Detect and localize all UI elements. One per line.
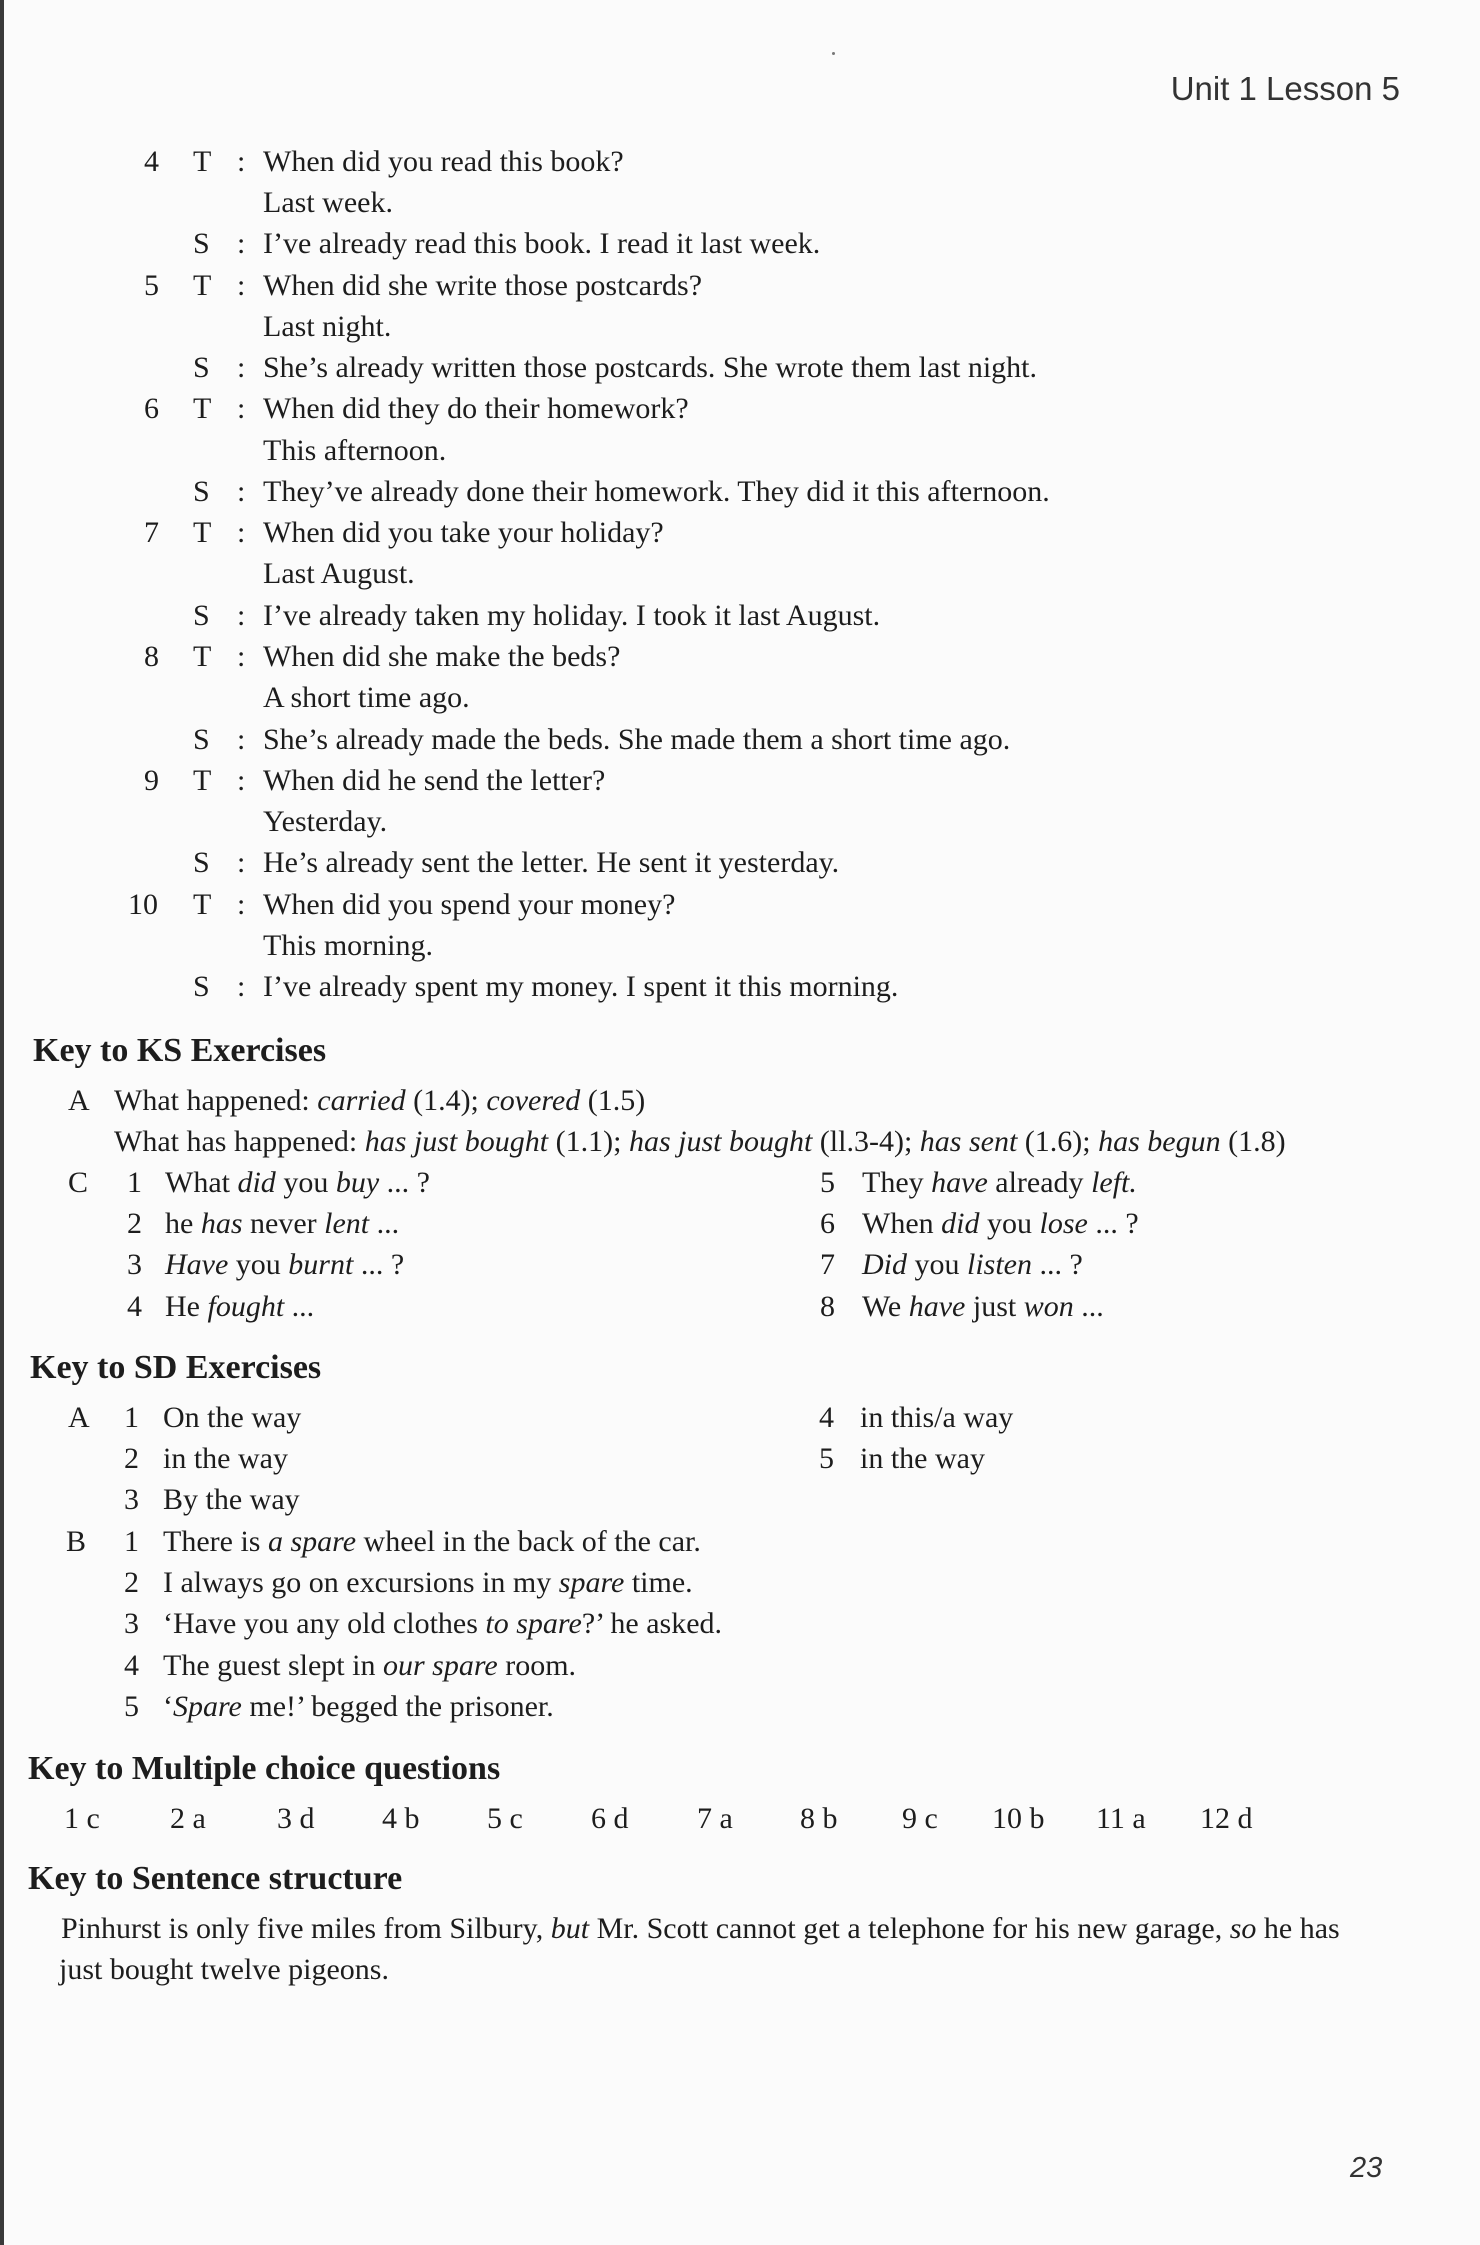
sd-b-num: 4 (124, 1649, 139, 1682)
drill-number: 6 (144, 392, 159, 425)
ks-a-label: A (68, 1084, 90, 1117)
text: ‘Have you any old clothes (163, 1607, 486, 1640)
italic-text: did (941, 1207, 980, 1240)
sd-a-item: On the way (163, 1401, 302, 1434)
cue: Last night. (263, 310, 392, 343)
text: ... (369, 1207, 400, 1240)
text: (1.6); (1017, 1125, 1099, 1158)
scan-speck (832, 52, 835, 55)
drill-number: 9 (144, 764, 159, 797)
text: (1.5) (580, 1084, 646, 1117)
text: What happened: (114, 1084, 318, 1117)
page-edge-shadow (0, 0, 4, 2245)
italic-text: fought (207, 1290, 285, 1323)
italic-text: so (1229, 1912, 1257, 1945)
page-header: Unit 1 Lesson 5 (1170, 70, 1400, 107)
sd-heading: Key to SD Exercises (30, 1349, 322, 1386)
teacher-label: T (193, 269, 212, 302)
student-answer: I’ve already taken my holiday. I took it last August. (263, 599, 881, 632)
colon: : (237, 516, 246, 549)
sd-a-num: 5 (819, 1442, 834, 1475)
mcq-heading: Key to Multiple choice questions (28, 1750, 501, 1787)
colon: : (237, 145, 246, 178)
colon: : (237, 764, 246, 797)
text: The guest slept in (163, 1649, 383, 1682)
ks-c-num: 1 (127, 1166, 142, 1199)
text: Mr. Scott cannot get a telephone for his new garage, (589, 1912, 1230, 1945)
student-answer: She’s already made the beds. She made them a short time ago. (263, 723, 1011, 756)
sd-b-item (163, 1603, 722, 1644)
teacher-question: When did you take your holiday? (263, 516, 664, 549)
italic-text: Have (165, 1248, 229, 1281)
page-number: 23 (1350, 2152, 1383, 2184)
text: ... ? (1087, 1207, 1139, 1240)
ks-c-item (165, 1244, 404, 1285)
italic-text: won (1023, 1290, 1074, 1323)
student-label: S (193, 723, 210, 756)
sd-b-num: 3 (124, 1607, 139, 1640)
colon: : (237, 723, 246, 756)
sd-a-item: in the way (860, 1442, 985, 1475)
text: never (242, 1207, 325, 1240)
italic-text: Spare (173, 1690, 242, 1723)
ks-c-num: 7 (820, 1248, 835, 1281)
text: he (165, 1207, 201, 1240)
italic-text: a spare (267, 1525, 357, 1558)
mcq-answer: 6 d (591, 1802, 629, 1835)
teacher-question: When did you spend your money? (263, 888, 676, 921)
sd-b-item (163, 1521, 701, 1562)
text: you (275, 1166, 336, 1199)
student-label: S (193, 846, 210, 879)
text: He (165, 1290, 208, 1323)
student-answer: She’s already written those postcards. She wrote them last night. (263, 351, 1038, 384)
italic-text: spare (558, 1566, 625, 1599)
sd-b-num: 5 (124, 1690, 139, 1723)
sd-a-num: 1 (124, 1401, 139, 1434)
italic-text: have (908, 1290, 966, 1323)
text: you (228, 1248, 289, 1281)
sd-b-num: 2 (124, 1566, 139, 1599)
text: There is (163, 1525, 268, 1558)
italic-text: lose (1039, 1207, 1088, 1240)
student-label: S (193, 351, 210, 384)
student-answer: He’s already sent the letter. He sent it yesterday. (263, 846, 840, 879)
ks-c-num: 4 (127, 1290, 142, 1323)
text: They (862, 1166, 932, 1199)
text: (1.8) (1220, 1125, 1286, 1158)
mcq-answer: 12 d (1200, 1802, 1253, 1835)
italic-text: did (237, 1166, 276, 1199)
italic-text: but (550, 1912, 590, 1945)
teacher-label: T (193, 392, 212, 425)
sd-a-item: By the way (163, 1483, 300, 1516)
text: Pinhurst is only five miles from Silbury, (61, 1912, 551, 1945)
colon: : (237, 227, 246, 260)
colon: : (237, 970, 246, 1003)
colon: : (237, 269, 246, 302)
colon: : (237, 351, 246, 384)
cue: Yesterday. (263, 805, 388, 838)
ks-c-item (862, 1162, 1137, 1203)
mcq-answer: 11 a (1096, 1802, 1146, 1835)
italic-text: burnt (288, 1248, 354, 1281)
text: you (979, 1207, 1040, 1240)
colon: : (237, 846, 246, 879)
italic-text: buy (335, 1166, 380, 1199)
ks-c-item (862, 1286, 1104, 1327)
structure-line (61, 1908, 1340, 1949)
ks-heading: Key to KS Exercises (33, 1032, 327, 1069)
ks-a-line1 (114, 1080, 645, 1121)
text: me!’ begged the prisoner. (241, 1690, 554, 1723)
text: ... ? (379, 1166, 430, 1199)
teacher-label: T (193, 640, 212, 673)
ks-c-num: 2 (127, 1207, 142, 1240)
sd-b-num: 1 (124, 1525, 139, 1558)
text: What (165, 1166, 238, 1199)
italic-text: Did (862, 1248, 907, 1281)
text: wheel in the back of the car. (356, 1525, 701, 1558)
sd-b-item (163, 1686, 554, 1727)
sd-b-item (163, 1645, 576, 1686)
cue: This afternoon. (263, 434, 447, 467)
text: ... (284, 1290, 315, 1323)
student-label: S (193, 970, 210, 1003)
mcq-answer: 10 b (992, 1802, 1045, 1835)
italic-text: lent (324, 1207, 370, 1240)
cue: Last week. (263, 186, 393, 219)
sd-a-num: 2 (124, 1442, 139, 1475)
sd-a-item: in the way (163, 1442, 288, 1475)
colon: : (237, 888, 246, 921)
ks-c-num: 6 (820, 1207, 835, 1240)
ks-c-item (862, 1244, 1083, 1285)
text: just (965, 1290, 1024, 1323)
ks-c-item (862, 1203, 1139, 1244)
ks-c-item (165, 1286, 314, 1327)
teacher-question: When did they do their homework? (263, 392, 689, 425)
ks-c-label: C (68, 1166, 89, 1199)
sd-a-num: 4 (819, 1401, 834, 1434)
ks-c-item (165, 1162, 430, 1203)
mcq-answer: 8 b (800, 1802, 838, 1835)
text: ‘ (163, 1690, 173, 1723)
structure-heading: Key to Sentence structure (28, 1860, 403, 1897)
drill-number: 7 (144, 516, 159, 549)
student-answer: They’ve already done their homework. They did it this afternoon. (263, 475, 1050, 508)
colon: : (237, 599, 246, 632)
italic-text: our spare (382, 1649, 498, 1682)
teacher-question: When did you read this book? (263, 145, 624, 178)
student-answer: I’ve already read this book. I read it last week. (263, 227, 821, 260)
student-label: S (193, 475, 210, 508)
text: What has happened: (114, 1125, 365, 1158)
text: I always go on excursions in my (163, 1566, 559, 1599)
cue: A short time ago. (263, 681, 470, 714)
text: ... ? (353, 1248, 405, 1281)
italic-text: has just bought (364, 1125, 549, 1158)
mcq-answer: 5 c (487, 1802, 523, 1835)
italic-text: has sent (919, 1125, 1018, 1158)
teacher-label: T (193, 145, 212, 178)
text: time. (624, 1566, 693, 1599)
text: (ll.3-4); (812, 1125, 920, 1158)
text: ... (1073, 1290, 1104, 1323)
text: When (862, 1207, 942, 1240)
italic-text: to spare (485, 1607, 582, 1640)
text: (1.1); (548, 1125, 629, 1158)
mcq-answer: 1 c (64, 1802, 100, 1835)
drill-number: 5 (144, 269, 159, 302)
italic-text: listen (967, 1248, 1032, 1281)
teacher-question: When did she write those postcards? (263, 269, 703, 302)
mcq-answer: 3 d (277, 1802, 315, 1835)
cue: Last August. (263, 557, 415, 590)
ks-a-line2 (114, 1121, 1286, 1162)
text: you (907, 1248, 967, 1281)
teacher-question: When did he send the letter? (263, 764, 606, 797)
ks-c-item (165, 1203, 399, 1244)
drill-number: 4 (144, 145, 159, 178)
sd-b-item (163, 1562, 693, 1603)
ks-c-num: 3 (127, 1248, 142, 1281)
ks-c-num: 5 (820, 1166, 835, 1199)
italic-text: has (200, 1207, 243, 1240)
cue: This morning. (263, 929, 433, 962)
mcq-answer: 4 b (382, 1802, 420, 1835)
drill-number: 10 (128, 888, 158, 921)
italic-text: carried (317, 1084, 406, 1117)
colon: : (237, 392, 246, 425)
sd-a-label: A (68, 1401, 90, 1434)
colon: : (237, 475, 246, 508)
teacher-question: When did she make the beds? (263, 640, 621, 673)
drill-number: 8 (144, 640, 159, 673)
teacher-label: T (193, 764, 212, 797)
text: (1.4); (405, 1084, 487, 1117)
sd-a-num: 3 (124, 1483, 139, 1516)
text: he has (1256, 1912, 1340, 1945)
mcq-answer: 2 a (170, 1802, 206, 1835)
sd-b-label: B (66, 1525, 87, 1558)
text: already (987, 1166, 1092, 1199)
text: ... ? (1032, 1248, 1083, 1281)
italic-text: covered (486, 1084, 581, 1117)
mcq-answer: 7 a (697, 1802, 733, 1835)
colon: : (237, 640, 246, 673)
teacher-label: T (193, 888, 212, 921)
structure-line: just bought twelve pigeons. (59, 1953, 389, 1986)
mcq-answer: 9 c (902, 1802, 938, 1835)
text: room. (497, 1649, 577, 1682)
sd-a-item: in this/a way (860, 1401, 1014, 1434)
text: ?’ he asked. (581, 1607, 723, 1640)
italic-text: left. (1091, 1166, 1137, 1199)
student-answer: I’ve already spent my money. I spent it this morning. (263, 970, 899, 1003)
teacher-label: T (193, 516, 212, 549)
italic-text: have (931, 1166, 988, 1199)
student-label: S (193, 227, 210, 260)
ks-c-num: 8 (820, 1290, 835, 1323)
italic-text: has begun (1098, 1125, 1221, 1158)
text: We (862, 1290, 909, 1323)
student-label: S (193, 599, 210, 632)
italic-text: has just bought (628, 1125, 813, 1158)
